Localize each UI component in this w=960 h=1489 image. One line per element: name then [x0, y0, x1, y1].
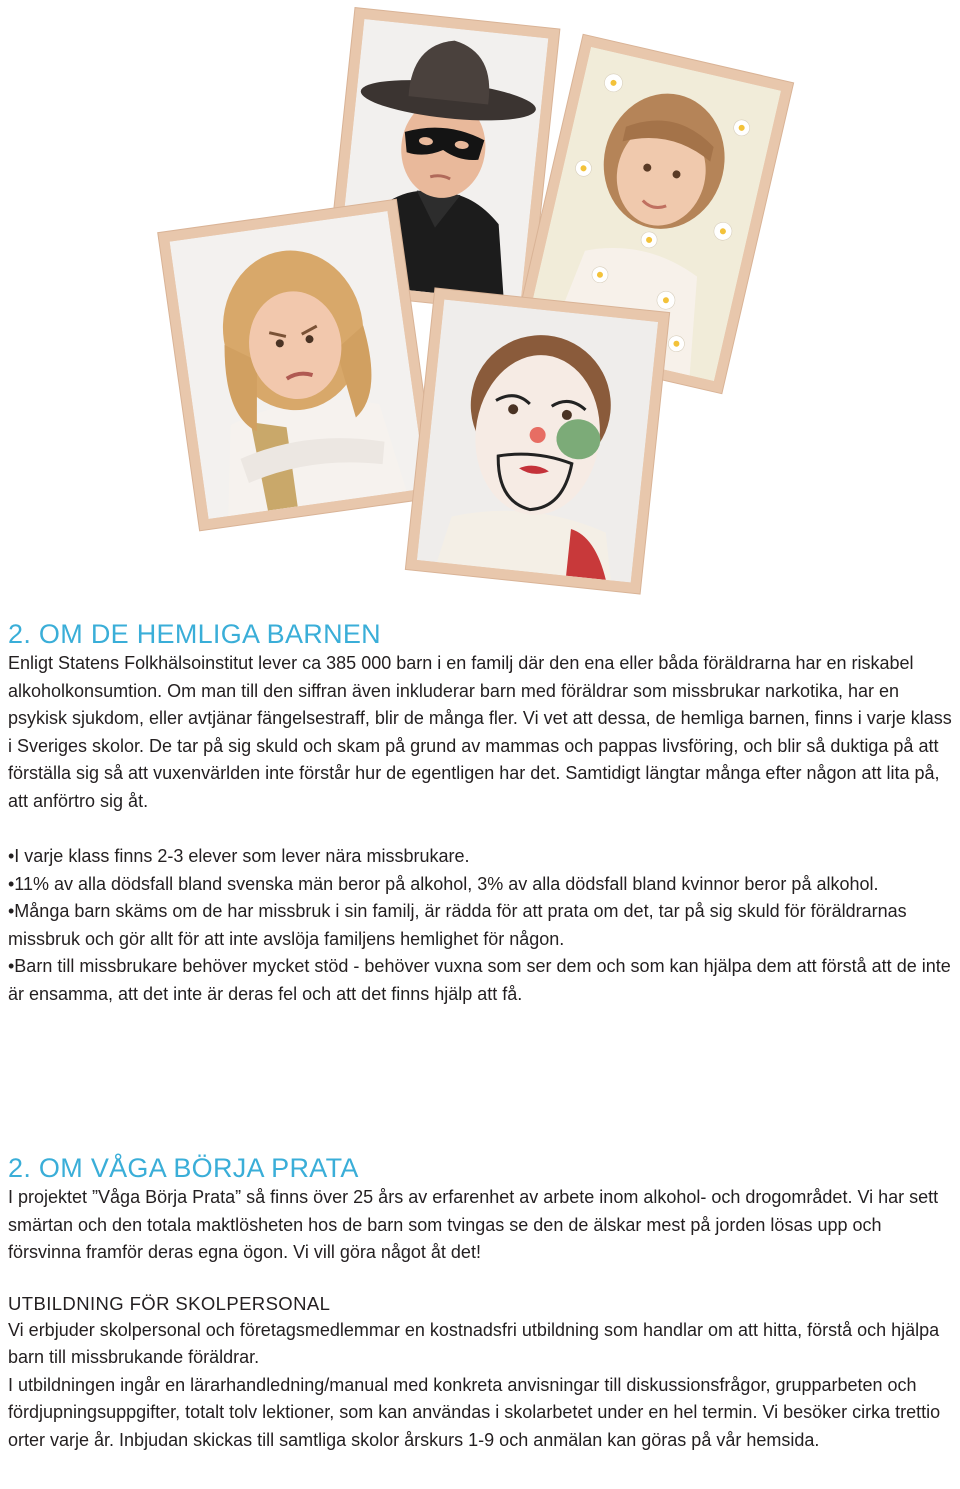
section-vaga-borja-prata: [8, 1152, 952, 1454]
training-paragraph: Vi erbjuder skolpersonal och företagsmedlemmar en kostnadsfri utbildning som handlar om att hitta, förstå och hjälpa barn till missbrukande föräldrar.: [8, 1319, 940, 1367]
list-item: •Många barn skäms om de har missbruk i sin familj, är rädda för att prata om det, tar på sig skuld för föräldrarnas missbruk och gör allt för att inte avslöja familjens hemlighet för någon.: [8, 901, 907, 949]
training-details-paragraph: I utbildningen ingår en lärarhandledning/manual med konkreta anvisningar till diskussionsfrågor, grupparbeten och fördjupningsuppgifter, totalt tolv lektioner, som kan användas i skolarbetet under en hel termin. Vi besöker cirka trettio orter varje år. Inbjudan skickas till samtliga skolor årskurs 1-9 och anmälan kan göras på vår hemsida.: [8, 1374, 941, 1450]
photo-clown-boy: [406, 288, 669, 593]
facts-list: [8, 843, 952, 1008]
subheading: UTBILDNING FÖR SKOLPERSONAL: [8, 1292, 331, 1314]
list-item: •Barn till missbrukare behöver mycket stöd - behöver vuxna som ser dem och som kan hjälpa dem att förstå att de inte är ensamma, att det inte är deras fel och att det finns hjälp att få.: [8, 956, 951, 1004]
list-item: •11% av alla dödsfall bland svenska män beror på alkohol, 3% av alla dödsfall bland kvinnor beror på alkohol.: [8, 873, 879, 894]
section-heading: 2. OM VÅGA BÖRJA PRATA: [8, 1153, 359, 1183]
section-heading: 2. OM DE HEMLIGA BARNEN: [8, 619, 381, 649]
photo-collage: [0, 0, 960, 590]
list-item: •I varje klass finns 2-3 elever som lever nära missbrukare.: [8, 846, 470, 866]
section-hemliga-barnen: [8, 618, 952, 1008]
project-paragraph: I projektet ”Våga Börja Prata” så finns över 25 års av erfarenhet av arbete inom alkohol- och drogområdet. Vi har sett smärtan och den totala maktlösheten hos de barn som tvingas se den de älskar mest på jorden lösas upp och försvinna framför deras egna ögon. Vi vill göra något åt det!: [8, 1187, 939, 1262]
photo-grumpy-girl: [158, 200, 437, 530]
intro-paragraph: Enligt Statens Folkhälsoinstitut lever ca 385 000 barn i en familj där den ena eller båda föräldrarna har en riskabel alkoholkonsumtion. Om man till den siffran även inkluderar barn med föräldrar som missbrukar narkotika, har en psykisk sjukdom, eller avtjänar fängelsestraff, blir de många fler. Vi vet att dessa, de hemliga barnen, finns i varje klass i Sveriges skolor. De tar på sig skuld och skam på grund av mammas och pappas livsföring, och blir så duktiga på att förställa sig så att vuxenvärlden inte förstår hur de egentligen har det. Samtidigt längtar många efter någon att lita på, att anförtro sig åt.: [8, 653, 952, 811]
